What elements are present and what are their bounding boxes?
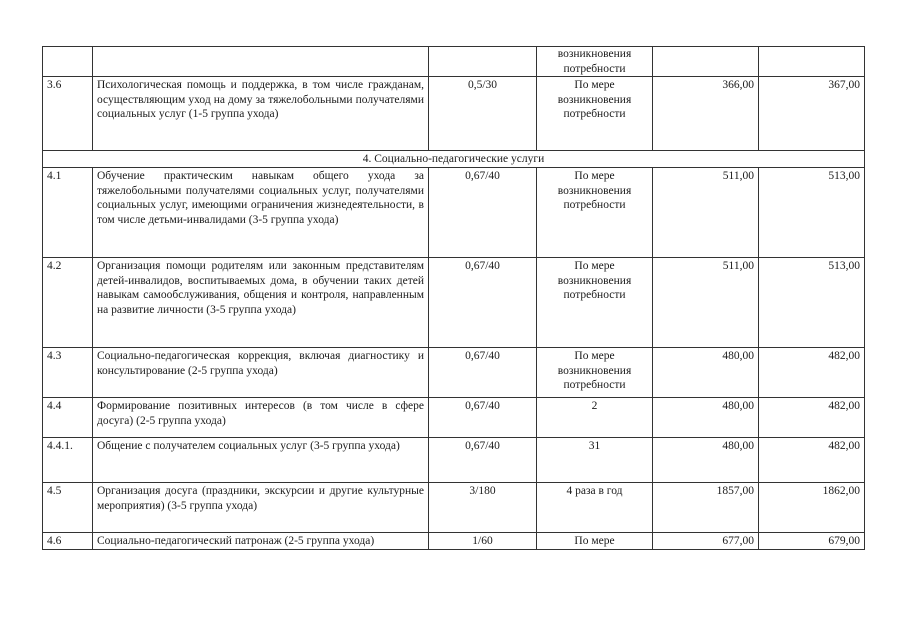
service-name: Психологическая помощь и поддержка, в том числе гражданам, осуществляющим уход на дому за тяжелобольными получателями социальных услуг (1-5 группа ухода) bbox=[93, 77, 429, 151]
table-row bbox=[43, 168, 865, 258]
row-number: 4.1 bbox=[43, 168, 93, 258]
service-price-2 bbox=[759, 47, 865, 77]
service-price-2: 482,00 bbox=[759, 398, 865, 438]
service-frequency: возникновения потребности bbox=[537, 47, 653, 77]
service-time: 0,67/40 bbox=[429, 258, 537, 348]
service-time: 1/60 bbox=[429, 533, 537, 550]
service-price-2: 513,00 bbox=[759, 258, 865, 348]
service-frequency: По мере bbox=[537, 533, 653, 550]
services-table bbox=[42, 46, 865, 550]
service-frequency: 31 bbox=[537, 438, 653, 483]
section-header-row bbox=[43, 151, 865, 168]
row-number: 4.3 bbox=[43, 348, 93, 398]
row-number: 4.4.1. bbox=[43, 438, 93, 483]
service-name: Социально-педагогический патронаж (2-5 группа ухода) bbox=[93, 533, 429, 550]
table-row-continuation bbox=[43, 47, 865, 77]
service-price-2: 1862,00 bbox=[759, 483, 865, 533]
table-row bbox=[43, 77, 865, 151]
row-number: 4.4 bbox=[43, 398, 93, 438]
service-time: 0,67/40 bbox=[429, 168, 537, 258]
service-frequency: 2 bbox=[537, 398, 653, 438]
service-name: Организация досуга (праздники, экскурсии и другие культурные мероприятия) (3-5 группа ухода) bbox=[93, 483, 429, 533]
service-name: Формирование позитивных интересов (в том числе в сфере досуга) (2-5 группа ухода) bbox=[93, 398, 429, 438]
service-time: 0,67/40 bbox=[429, 348, 537, 398]
row-number bbox=[43, 47, 93, 77]
service-time bbox=[429, 47, 537, 77]
service-time: 3/180 bbox=[429, 483, 537, 533]
service-price-1: 511,00 bbox=[653, 168, 759, 258]
row-number: 4.2 bbox=[43, 258, 93, 348]
table-row bbox=[43, 258, 865, 348]
service-price-1: 1857,00 bbox=[653, 483, 759, 533]
service-price-2: 482,00 bbox=[759, 348, 865, 398]
row-number: 4.6 bbox=[43, 533, 93, 550]
table-row bbox=[43, 348, 865, 398]
table-row bbox=[43, 438, 865, 483]
table-row bbox=[43, 483, 865, 533]
service-price-1: 480,00 bbox=[653, 438, 759, 483]
service-price-1: 511,00 bbox=[653, 258, 759, 348]
service-price-1: 366,00 bbox=[653, 77, 759, 151]
service-price-1: 480,00 bbox=[653, 398, 759, 438]
service-time: 0,5/30 bbox=[429, 77, 537, 151]
service-time: 0,67/40 bbox=[429, 438, 537, 483]
service-frequency: По мере возникновения потребности bbox=[537, 77, 653, 151]
service-price-2: 482,00 bbox=[759, 438, 865, 483]
service-name: Социально-педагогическая коррекция, включая диагностику и консультирование (2-5 группа ухода) bbox=[93, 348, 429, 398]
service-name: Организация помощи родителям или законным представителям детей-инвалидов, воспитываемых дома, в обучении таких детей навыкам самообслуживания, общения и контроля, направленным на развитие личности (3-5 группа ухода) bbox=[93, 258, 429, 348]
service-price-2: 367,00 bbox=[759, 77, 865, 151]
table-row bbox=[43, 398, 865, 438]
service-price-1: 480,00 bbox=[653, 348, 759, 398]
service-frequency: По мере возникновения потребности bbox=[537, 348, 653, 398]
service-frequency: По мере возникновения потребности bbox=[537, 168, 653, 258]
service-price-2: 513,00 bbox=[759, 168, 865, 258]
service-time: 0,67/40 bbox=[429, 398, 537, 438]
service-price-1: 677,00 bbox=[653, 533, 759, 550]
service-name: Общение с получателем социальных услуг (3-5 группа ухода) bbox=[93, 438, 429, 483]
service-price-2: 679,00 bbox=[759, 533, 865, 550]
table-row bbox=[43, 533, 865, 550]
row-number: 3.6 bbox=[43, 77, 93, 151]
section-title: 4. Социально-педагогические услуги bbox=[43, 151, 865, 168]
service-frequency: По мере возникновения потребности bbox=[537, 258, 653, 348]
service-name: Обучение практическим навыкам общего ухода за тяжелобольными получателями социальных услуг, получателями социальных услуг, имеющими ограничения жизнедеятельности, в том числе детьми-инвалидами (3-5 группа ухода) bbox=[93, 168, 429, 258]
service-frequency: 4 раза в год bbox=[537, 483, 653, 533]
service-price-1 bbox=[653, 47, 759, 77]
row-number: 4.5 bbox=[43, 483, 93, 533]
services-table-body bbox=[43, 47, 865, 550]
service-name bbox=[93, 47, 429, 77]
